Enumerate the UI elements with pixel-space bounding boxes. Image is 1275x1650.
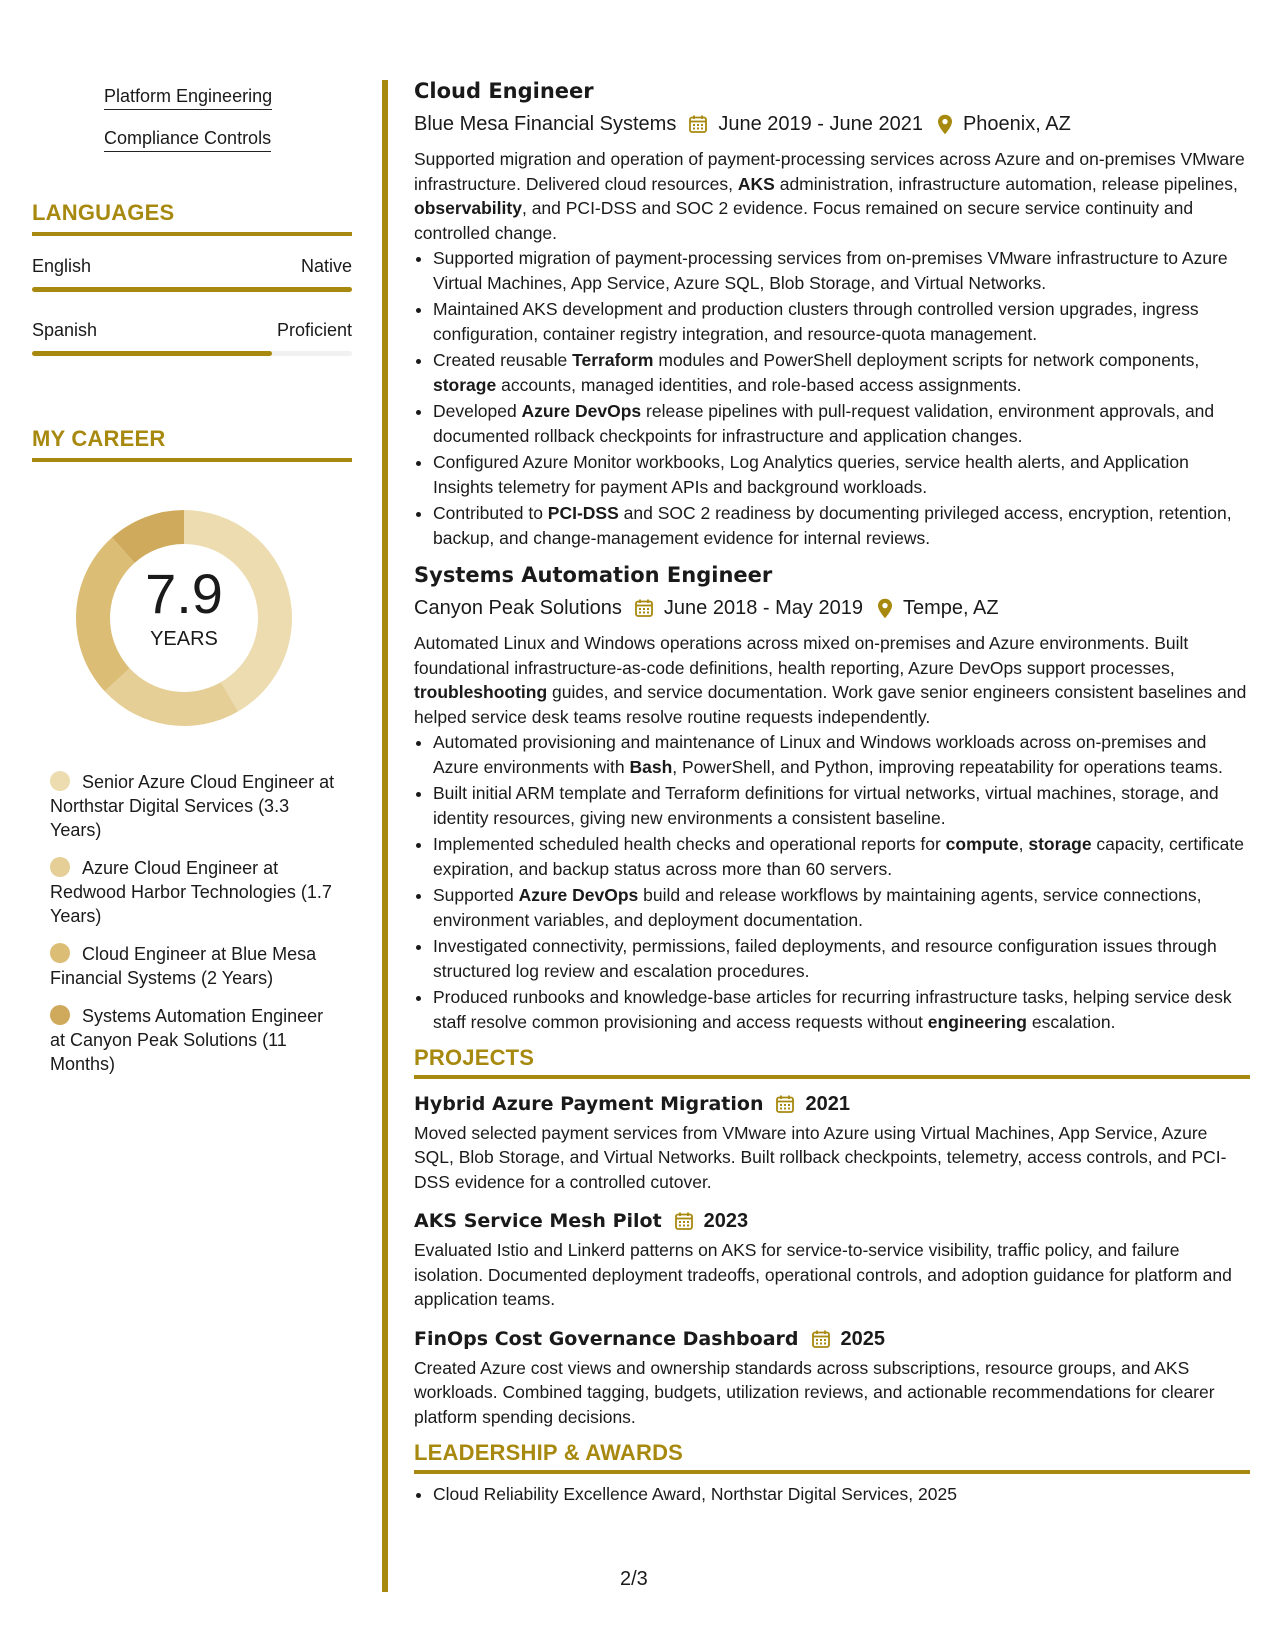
job-entry: [414, 560, 1250, 1034]
language-bar: [32, 351, 352, 356]
project-desc: Created Azure cost views and ownership standards across subscriptions, resource groups, and AKS workloads. Combined tagging, budgets, utilization reviews, and actionable recommendations for clearer platform spending decisions.: [414, 1357, 1215, 1427]
legend-label: Systems Automation Engineer at Canyon Peak Solutions (11 Months): [50, 1006, 324, 1074]
job-meta: [414, 109, 1250, 139]
language-name: Spanish: [32, 320, 98, 340]
section-divider: [32, 232, 352, 236]
legend-item: [50, 856, 340, 928]
job-bullet: • Configured Azure Monitor workbooks, Log Analytics queries, service health alerts, and Application Insights telemetry for payment APIs and background workloads.: [433, 450, 1250, 499]
career-heading: MY CAREER: [32, 426, 166, 451]
career-legend: [50, 770, 340, 1076]
leadership-list: [414, 1482, 1250, 1507]
main-column: [414, 76, 1250, 1508]
left-column: [32, 80, 352, 1090]
job-bullet: • Developed Azure DevOps release pipelines with pull-request validation, environment approvals, and documented rollback checkpoints for infrastructure and application changes.: [433, 399, 1250, 448]
calendar-icon: [811, 1329, 831, 1349]
job-title: Systems Automation Engineer: [414, 563, 773, 587]
project-year: 2021: [805, 1092, 850, 1115]
project-year: 2025: [840, 1327, 885, 1350]
job-bullet: • Investigated connectivity, permissions, failed deployments, and resource configuration issues through structured log review and escalation procedures.: [433, 934, 1250, 983]
language-item: [32, 320, 352, 356]
job-summary: Supported migration and operation of payment-processing services across Azure and on-premises VMware infrastructure. Delivered cloud resources, AKS administration, infrastructure automation, release pipelines, observability, and PCI-DSS and SOC 2 evidence. Focus remained on secure service continuity and controlled change.: [414, 149, 1245, 243]
calendar-icon: [775, 1094, 795, 1114]
legend-item: [50, 942, 340, 990]
section-divider: [414, 1470, 1250, 1474]
job-bullets: [414, 730, 1250, 1034]
language-bar-fill: [32, 287, 352, 292]
languages-heading: LANGUAGES: [32, 200, 175, 225]
job-title: Cloud Engineer: [414, 79, 594, 103]
legend-label: Senior Azure Cloud Engineer at Northstar Digital Services (3.3 Years): [50, 772, 335, 840]
job-summary: Automated Linux and Windows operations across mixed on-premises and Azure environments. Built foundational infrastructure-as-code definitions, health reporting, Azure DevOps support processes, troubleshooting guides, and service documentation. Work gave senior engineers consistent baselines and helped service desk teams resolve routine requests independently.: [414, 633, 1247, 727]
job-location: Tempe, AZ: [902, 597, 999, 619]
calendar-icon: [634, 598, 654, 618]
skills-list: [32, 86, 352, 170]
job-bullet: • Supported migration of payment-processing services from on-premises VMware infrastructure to Azure Virtual Machines, App Service, Azure SQL, Blob Storage, and Virtual Networks.: [433, 246, 1250, 295]
job-bullet: • Automated provisioning and maintenance of Linux and Windows workloads across on-premises and Azure environments with Bash, PowerShell, and Python, improving repeatability for operations teams.: [433, 730, 1250, 779]
leadership-item: • Cloud Reliability Excellence Award, Northstar Digital Services, 2025: [433, 1482, 1250, 1507]
job-bullet: • Produced runbooks and knowledge-base articles for recurring infrastructure tasks, helping service desk staff resolve common provisioning and access requests without engineering escalation.: [433, 985, 1250, 1034]
languages-section: [32, 200, 352, 356]
legend-label: Cloud Engineer at Blue Mesa Financial Systems (2 Years): [50, 944, 317, 988]
project-title: AKS Service Mesh Pilot: [414, 1210, 662, 1232]
job-bullets: [414, 246, 1250, 550]
job-bullet: • Maintained AKS development and production clusters through controlled version upgrades, ingress configuration, container registry integration, and resource-quota management.: [433, 297, 1250, 346]
job-dates: June 2018 - May 2019: [663, 597, 863, 619]
career-donut-chart: [64, 498, 304, 738]
project-year: 2023: [703, 1210, 749, 1232]
legend-dot: [50, 771, 70, 791]
section-divider: [32, 458, 352, 462]
calendar-icon: [688, 114, 708, 134]
job-bullet: • Supported Azure DevOps build and release workflows by maintaining agents, service connections, environment variables, and deployment documentation.: [433, 883, 1250, 932]
job-bullet: • Implemented scheduled health checks and operational reports for compute, storage capacity, certificate expiration, and backup status across more than 60 servers.: [433, 832, 1250, 881]
project-desc: Evaluated Istio and Linkerd patterns on AKS for service-to-service visibility, traffic policy, and failure isolation. Documented deployment tradeoffs, operational controls, and adoption guidance for platform and application teams.: [414, 1240, 1232, 1309]
skill-item: Compliance Controls: [104, 128, 271, 152]
location-pin-icon: [877, 598, 893, 619]
calendar-icon: [674, 1211, 694, 1231]
project-item: [414, 1091, 1250, 1195]
job-bullet: • Contributed to PCI-DSS and SOC 2 readiness by documenting privileged access, encryption, retention, backup, and change-management evidence for internal reviews.: [433, 501, 1250, 550]
legend-dot: [50, 943, 70, 963]
legend-dot: [50, 1005, 70, 1025]
project-title: FinOps Cost Governance Dashboard: [414, 1327, 799, 1350]
language-level: Native: [300, 256, 352, 276]
language-bar: [32, 287, 352, 292]
language-bar-fill: [32, 351, 272, 356]
project-title: Hybrid Azure Payment Migration: [414, 1092, 764, 1115]
career-total: 7.9: [145, 562, 223, 625]
projects-section: [414, 1046, 1250, 1429]
project-desc: Moved selected payment services from VMware into Azure using Virtual Machines, App Service, Azure SQL, Blob Storage, and Virtual Networks. Built rollback checkpoints, telemetry, access controls, and PCI-DSS evidence for a controlled cutover.: [414, 1122, 1227, 1192]
skill-item: Platform Engineering: [104, 86, 272, 110]
language-item: [32, 256, 352, 292]
project-item: [414, 1326, 1250, 1430]
legend-dot: [50, 857, 70, 877]
project-item: [414, 1208, 1250, 1312]
leadership-heading: LEADERSHIP & AWARDS: [414, 1440, 684, 1465]
language-level: Proficient: [276, 320, 352, 340]
column-divider: [382, 80, 388, 1592]
company-name: Blue Mesa Financial Systems: [414, 113, 677, 135]
language-name: English: [32, 256, 92, 276]
job-bullet: • Built initial ARM template and Terraform definitions for virtual networks, virtual machines, storage, and identity resources, giving new environments a consistent baseline.: [433, 781, 1250, 830]
job-entry: [414, 76, 1250, 550]
legend-item: [50, 770, 340, 842]
legend-label: Azure Cloud Engineer at Redwood Harbor Technologies (1.7 Years): [50, 858, 332, 926]
job-bullet: • Created reusable Terraform modules and PowerShell deployment scripts for network components, storage accounts, managed identities, and role-based access assignments.: [433, 348, 1250, 397]
career-section: [32, 426, 352, 1076]
projects-heading: PROJECTS: [414, 1045, 535, 1070]
section-divider: [414, 1075, 1250, 1079]
legend-item: [50, 1004, 340, 1076]
location-pin-icon: [937, 114, 953, 135]
leadership-section: [414, 1441, 1250, 1506]
job-location: Phoenix, AZ: [962, 113, 1071, 135]
page-number: 2/3: [620, 1568, 648, 1590]
job-dates: June 2019 - June 2021: [718, 113, 923, 135]
company-name: Canyon Peak Solutions: [414, 597, 622, 619]
job-meta: [414, 593, 1250, 623]
career-unit: YEARS: [150, 628, 218, 650]
